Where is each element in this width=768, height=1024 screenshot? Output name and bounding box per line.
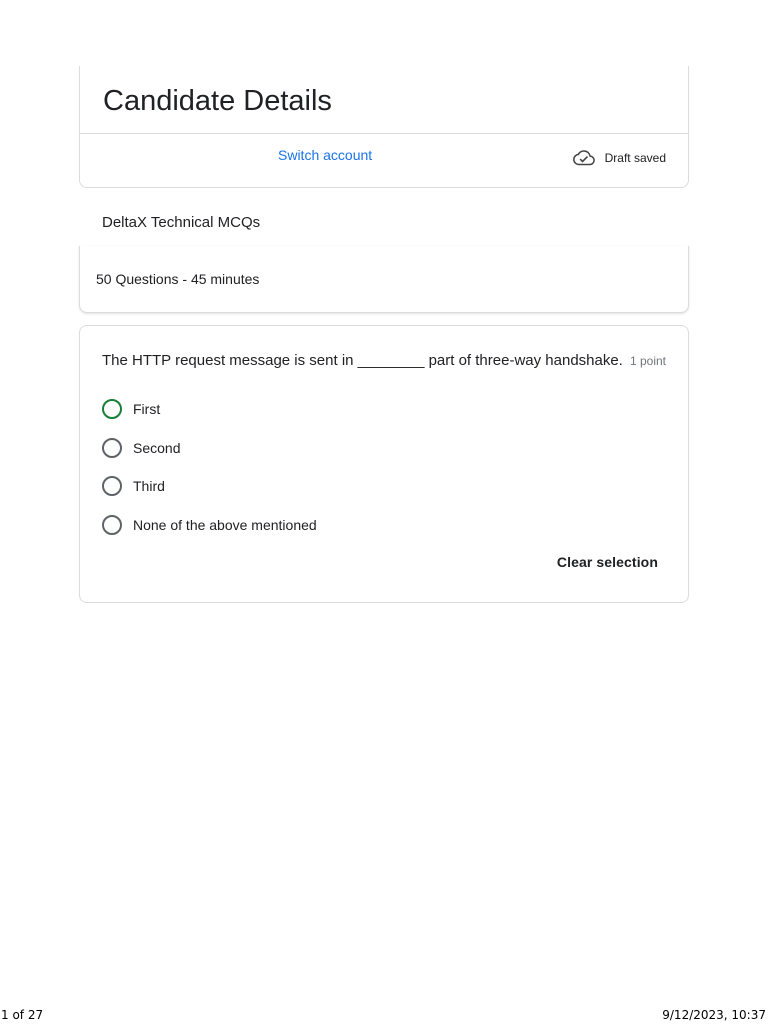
options-group [102, 399, 317, 554]
draft-saved-label: Draft saved [604, 151, 666, 165]
form-header-card [79, 66, 689, 188]
section-title: DeltaX Technical MCQs [102, 214, 261, 231]
option-label: None of the above mentioned [133, 517, 317, 534]
question-card [79, 325, 689, 603]
option-label: Second [133, 439, 181, 456]
option-third[interactable] [102, 476, 317, 496]
question-text: The HTTP request message is sent in ________ part of three-way handshake. [102, 352, 623, 369]
option-label: First [133, 401, 161, 417]
option-second[interactable] [102, 438, 317, 458]
header-divider [80, 133, 688, 134]
radio-button[interactable] [102, 399, 122, 419]
radio-button[interactable] [102, 438, 122, 458]
draft-status [573, 149, 666, 167]
question-points: 1 point [629, 354, 666, 368]
section-description-card [79, 246, 689, 313]
option-none[interactable] [102, 515, 317, 535]
section-description: 50 Questions - 45 minutes [96, 271, 260, 287]
radio-button[interactable] [102, 476, 122, 496]
print-datetime: 9/12/2023, 10:37 [662, 1008, 766, 1022]
page-number: 1 of 27 [1, 1008, 44, 1022]
option-label: Third [133, 478, 165, 495]
clear-selection-button[interactable]: Clear selection [556, 554, 658, 570]
option-first[interactable] [102, 399, 317, 419]
switch-account-link[interactable]: Switch account [278, 147, 373, 163]
radio-button[interactable] [102, 515, 122, 535]
form-title: Candidate Details [103, 85, 332, 117]
cloud-check-icon [573, 149, 595, 167]
